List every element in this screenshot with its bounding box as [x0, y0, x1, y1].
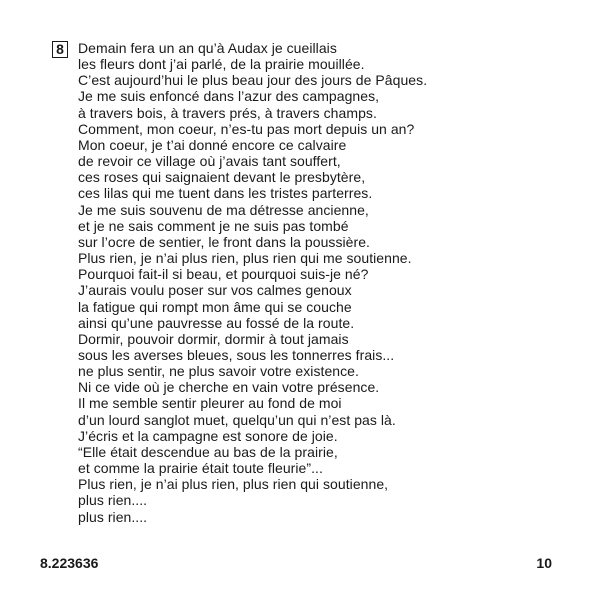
poem-line: Comment, mon coeur, n’es-tu pas mort depuis un an?	[78, 120, 415, 137]
poem-line: Plus rien, je n’ai plus rien, plus rien qui me soutienne.	[78, 250, 412, 267]
poem-line: Ni ce vide où je cherche en vain votre présence.	[78, 379, 380, 396]
poem-line: Mon coeur, je t’ai donné encore ce calvaire	[78, 136, 347, 153]
poem-line: sous les averses bleues, sous les tonnerres frais...	[78, 346, 395, 363]
page-number: 10	[536, 555, 552, 571]
poem-line: Demain fera un an qu’à Audax je cueillais	[78, 40, 337, 56]
poem-line: ces roses qui saignaient devant le presbytère,	[78, 169, 366, 186]
poem-text	[78, 40, 427, 525]
poem-line: sur l’ocre de sentier, le front dans la poussière.	[78, 233, 370, 250]
poem-line: la fatigue qui rompt mon âme qui se couche	[78, 298, 352, 315]
poem-line: Il me semble sentir pleurer au fond de moi	[78, 395, 342, 412]
poem-line: ces lilas qui me tuent dans les tristes parterres.	[78, 185, 373, 202]
poem-line: à travers bois, à travers prés, à travers champs.	[78, 104, 377, 121]
poem-line: Plus rien, je n’ai plus rien, plus rien qui soutienne,	[78, 476, 389, 493]
poem-line: les fleurs dont j’ai parlé, de la prairie mouillée.	[78, 56, 365, 73]
poem-line: Je me suis enfoncé dans l’azur des campagnes,	[78, 88, 380, 105]
poem-line: ainsi qu’une pauvresse au fossé de la route.	[78, 314, 355, 331]
poem-line: d’un lourd sanglot muet, quelqu’un qui n’est pas là.	[78, 411, 396, 428]
poem-line: J’écris et la campagne est sonore de joie.	[78, 427, 338, 444]
catalog-number: 8.223636	[40, 555, 99, 571]
poem-line: “Elle était descendue au bas de la prairie,	[78, 443, 338, 460]
poem-line: et comme la prairie était toute fleurie”...	[78, 460, 323, 477]
poem-line: de revoir ce village où j’avais tant souffert,	[78, 153, 341, 170]
poem-line: Je me suis souvenu de ma détresse ancienne,	[78, 201, 369, 218]
poem-line: ne plus sentir, ne plus savoir votre existence.	[78, 363, 359, 380]
poem-line: plus rien....	[78, 492, 148, 509]
poem-line: Pourquoi fait-il si beau, et pourquoi suis-je né?	[78, 266, 369, 283]
poem-line: C’est aujourd’hui le plus beau jour des jours de Pâques.	[78, 72, 428, 89]
poem-line: Dormir, pouvoir dormir, dormir à tout jamais	[78, 330, 349, 347]
poem-line: J’aurais voulu poser sur vos calmes genoux	[78, 282, 352, 299]
poem-line: et je ne sais comment je ne suis pas tombé	[78, 217, 349, 234]
track-number-badge: 8	[52, 41, 68, 58]
poem-line: plus rien....	[78, 508, 148, 525]
